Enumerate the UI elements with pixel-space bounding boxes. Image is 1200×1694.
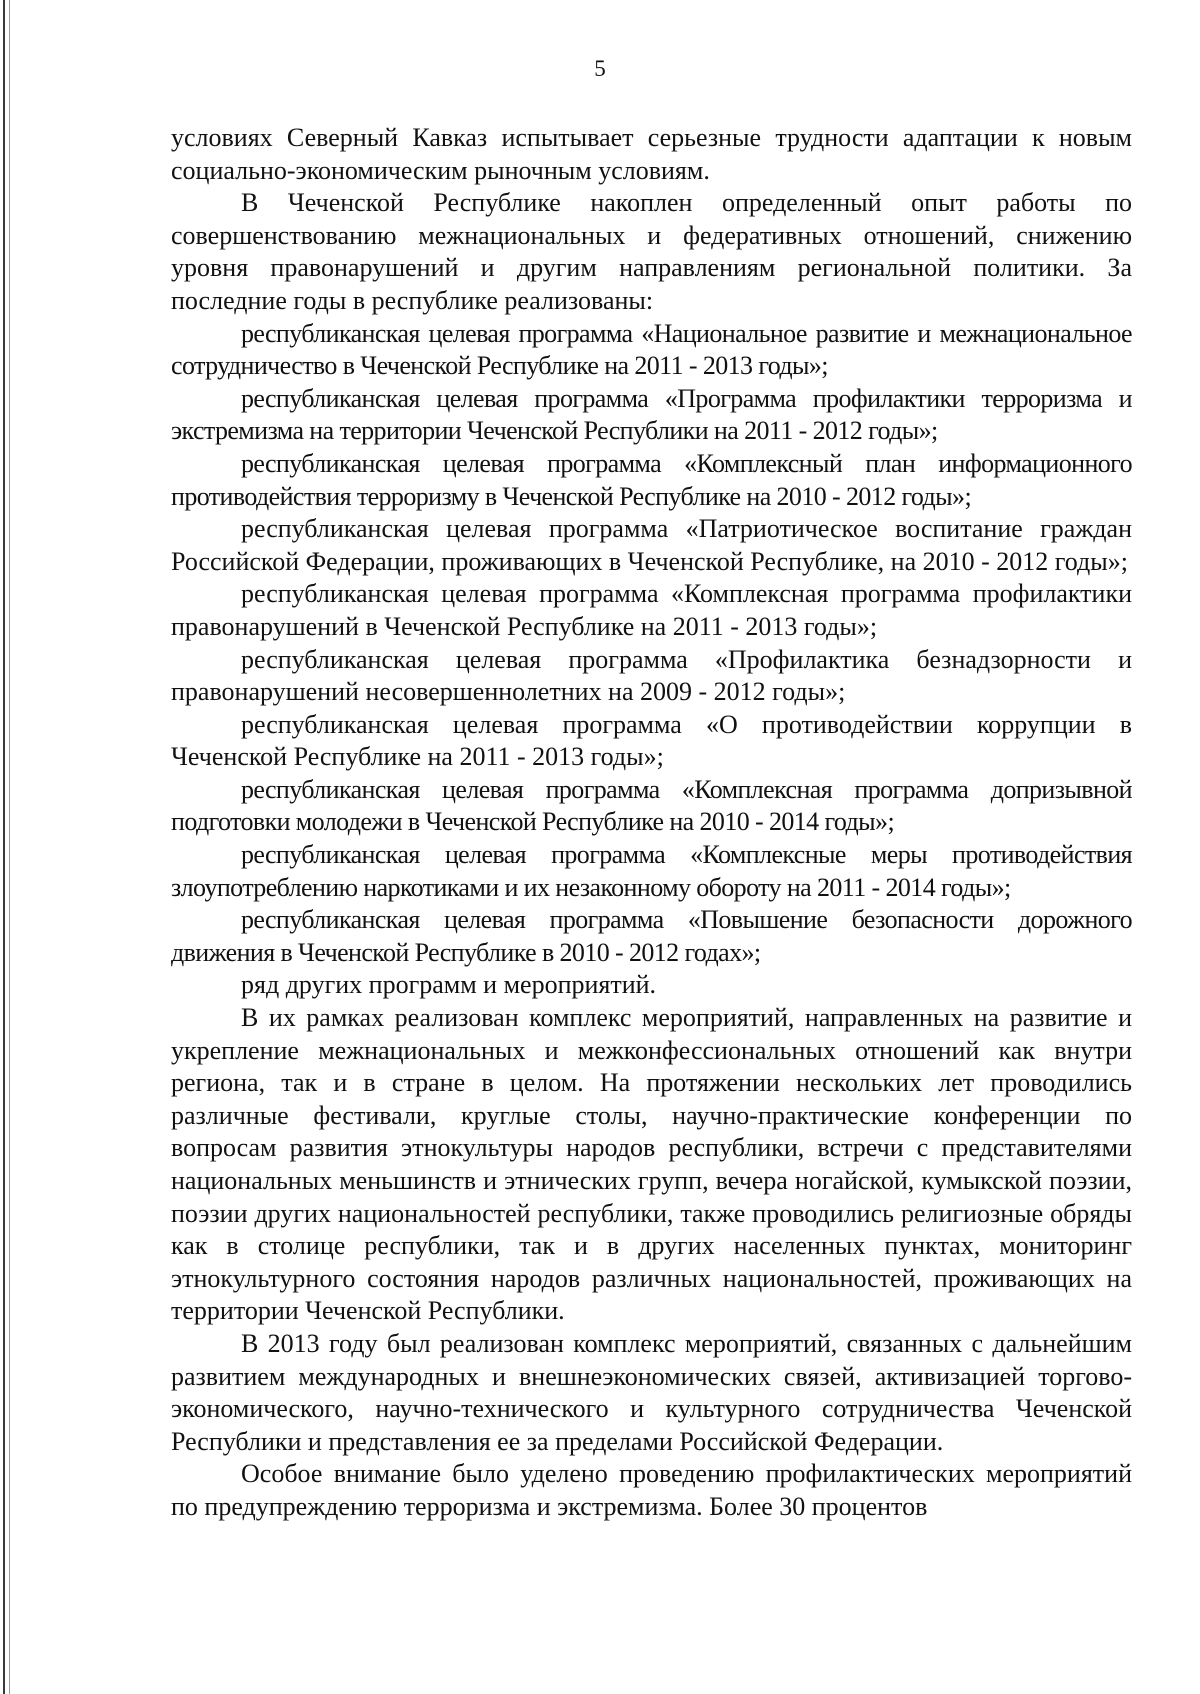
list-item-other: ряд других программ и мероприятий. (241, 970, 657, 1000)
list-item-program: республиканская целевая программа «Программа профилактики терроризма и экстремизма на территории Чеченской Республики на 2011 - 2012 годы»; (171, 383, 1132, 446)
paragraph-prevention: Особое внимание было уделено проведению профилактических мероприятий по предупреждению терроризма и экстремизма. Более 30 процентов (171, 1459, 1132, 1521)
paragraph-intro: В Чеченской Республике накоплен определенный опыт работы по совершенствованию межнациональных и федеративных отношений, снижению уровня правонарушений и другим направлениям региональной политики. За последние годы в республике реализованы: (171, 188, 1132, 315)
list-item-program: республиканская целевая программа «Патриотическое воспитание граждан Российской Федерации, проживающих в Чеченской Республике, на 2010 - 2012 годы»; (171, 514, 1132, 576)
list-item-program: республиканская целевая программа «О противодействии коррупции в Чеченской Республике на 2011 - 2013 годы»; (171, 709, 1132, 772)
paragraph-2013: В 2013 году был реализован комплекс мероприятий, связанных с дальнейшим развитием международных и внешнеэкономических связей, активизацией торгово-экономического, научно-технического и культурного сотрудничества Чеченской Республики и представления ее за пределами Российской Федерации. (171, 1328, 1132, 1456)
document-body (171, 122, 1132, 1524)
list-item-program: республиканская целевая программа «Комплексная программа допризывной подготовки молодежи в Чеченской Республике на 2010 - 2014 годы»; (171, 774, 1132, 837)
list-item-program: республиканская целевая программа «Профилактика безнадзорности и правонарушений несовершеннолетних на 2009 - 2012 годы»; (171, 644, 1132, 707)
list-item-program: республиканская целевая программа «Комплексные меры противодействия злоупотреблению наркотиками и их незаконному обороту на 2011 - 2014 годы»; (171, 840, 1132, 902)
page-number: 5 (594, 56, 606, 81)
list-item-program: республиканская целевая программа «Повышение безопасности дорожного движения в Чеченской Республике в 2010 - 2012 годах»; (171, 905, 1132, 967)
scan-border-line-inner (9, 0, 10, 1694)
list-item-program: республиканская целевая программа «Комплексная программа профилактики правонарушений в Чеченской Республике на 2011 - 2013 годы»; (171, 579, 1132, 641)
list-item-program: республиканская целевая программа «Комплексный план информационного противодействия терроризму в Чеченской Республике на 2010 - 2012 годы»; (171, 448, 1132, 511)
list-item-program: республиканская целевая программа «Национальное развитие и межнациональное сотрудничество в Чеченской Республике на 2011 - 2013 годы»; (171, 318, 1132, 381)
paragraph-activities: В их рамках реализован комплекс мероприятий, направленных на развитие и укрепление межнациональных и межконфессиональных отношений как внутри региона, так и в стране в целом. На протяжении нескольких лет проводились различные фестивали, круглые столы, научно-практические конференции по вопросам развития этнокультуры народов республики, встречи с представителями национальных меньшинств и этнических групп, вечера ногайской, кумыкской поэзии, поэзии других национальностей республики, также проводились религиозные обряды как в столице республики, так и в других населенных пунктах, мониторинг этнокультурного состояния народов различных национальностей, проживающих на территории Чеченской Республики. (171, 1003, 1132, 1326)
paragraph-continuation: условиях Северный Кавказ испытывает серьезные трудности адаптации к новым социально-экономическим рыночным условиям. (171, 123, 1132, 185)
scan-border-line (3, 0, 5, 1694)
